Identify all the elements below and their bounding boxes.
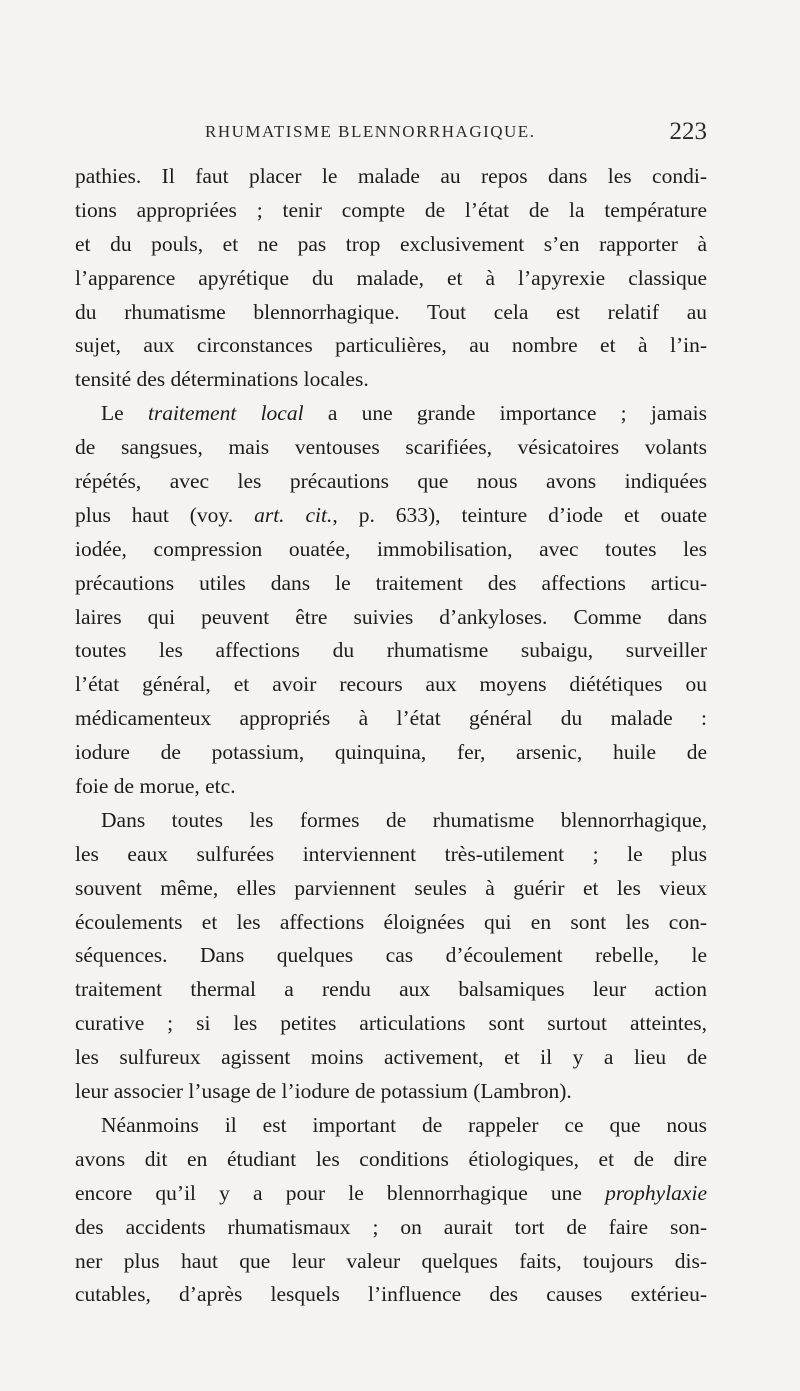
running-title: RHUMATISME BLENNORRHAGIQUE. [205, 122, 536, 141]
text-line: les sulfureux agissent moins activement, et il y a lieu de [75, 1045, 707, 1070]
paragraph [75, 804, 707, 1109]
page-number: 223 [669, 118, 707, 145]
text-line: du rhumatisme blennorrhagique. Tout cela est relatif au [75, 299, 707, 324]
text-line: répétés, avec les précautions que nous avons indiquées [75, 469, 707, 494]
text-line: laires qui peuvent être suivies d’ankyloses. Comme dans [75, 604, 707, 629]
text-line: Néanmoins il est important de rappeler ce que nous [101, 1112, 707, 1137]
text-line: foie de morue, etc. [75, 774, 236, 799]
text-line: les eaux sulfurées interviennent très-utilement ; le plus [75, 841, 707, 866]
italic-term: prophylaxie [605, 1180, 707, 1205]
text-line: de sangsues, mais ventouses scarifiées, vésicatoires volants [75, 435, 707, 460]
paragraph [75, 1109, 707, 1312]
text-line: curative ; si les petites articulations sont surtout atteintes, [75, 1011, 707, 1036]
text-line: traitement thermal a rendu aux balsamiques leur action [75, 977, 707, 1002]
paragraph [75, 397, 707, 804]
text-line: sujet, aux circonstances particulières, au nombre et à l’in- [75, 333, 707, 358]
text-line: avons dit en étudiant les conditions étiologiques, et de dire [75, 1146, 707, 1171]
body-text [75, 160, 707, 1312]
line-text: plus haut (voy. [75, 502, 255, 527]
text-line: et du pouls, et ne pas trop exclusivement s’en rapporter à [75, 231, 707, 256]
text-line [75, 499, 707, 533]
text-line: leur associer l’usage de l’iodure de potassium (Lambron). [75, 1079, 572, 1104]
text-line: écoulements et les affections éloignées qui en sont les con- [75, 909, 707, 934]
line-text: , p. 633), teinture d’iode et ouate [332, 502, 707, 527]
text-line: tensité des déterminations locales. [75, 367, 369, 392]
text-line: Dans toutes les formes de rhumatisme blennorrhagique, [101, 807, 707, 832]
text-line: séquences. Dans quelques cas d’écoulement rebelle, le [75, 943, 707, 968]
text-line: ner plus haut que leur valeur quelques faits, toujours dis- [75, 1248, 707, 1273]
running-head [75, 118, 707, 148]
text-line: l’état général, et avoir recours aux moyens diététiques ou [75, 672, 707, 697]
italic-term: art. cit. [254, 502, 333, 527]
text-line: l’apparence apyrétique du malade, et à l’apyrexie classique [75, 265, 707, 290]
text-line: iodée, compression ouatée, immobilisation, avec toutes les [75, 536, 707, 561]
line-text: encore qu’il y a pour le blennorrhagique une [75, 1180, 606, 1205]
paragraph [75, 160, 707, 397]
italic-term: traitement local [147, 401, 304, 426]
text-line: souvent même, elles parviennent seules à guérir et les vieux [75, 875, 707, 900]
text-line: médicamenteux appropriés à l’état général du malade : [75, 706, 707, 731]
text-line: cutables, d’après lesquels l’influence des causes extérieu- [75, 1282, 707, 1307]
text-line [75, 1177, 707, 1211]
text-line: pathies. Il faut placer le malade au repos dans les condi- [75, 164, 707, 188]
text-line: toutes les affections du rhumatisme subaigu, surveiller [75, 638, 707, 663]
line-text: Le [101, 401, 148, 426]
text-line: des accidents rhumatismaux ; on aurait tort de faire son- [75, 1214, 707, 1239]
text-line: tions appropriées ; tenir compte de l’état de la température [75, 197, 707, 222]
line-text: a une grande importance ; jamais [303, 401, 707, 426]
text-line: précautions utiles dans le traitement des affections articu- [75, 570, 707, 595]
text-line: iodure de potassium, quinquina, fer, arsenic, huile de [75, 740, 707, 765]
text-line [75, 397, 707, 431]
